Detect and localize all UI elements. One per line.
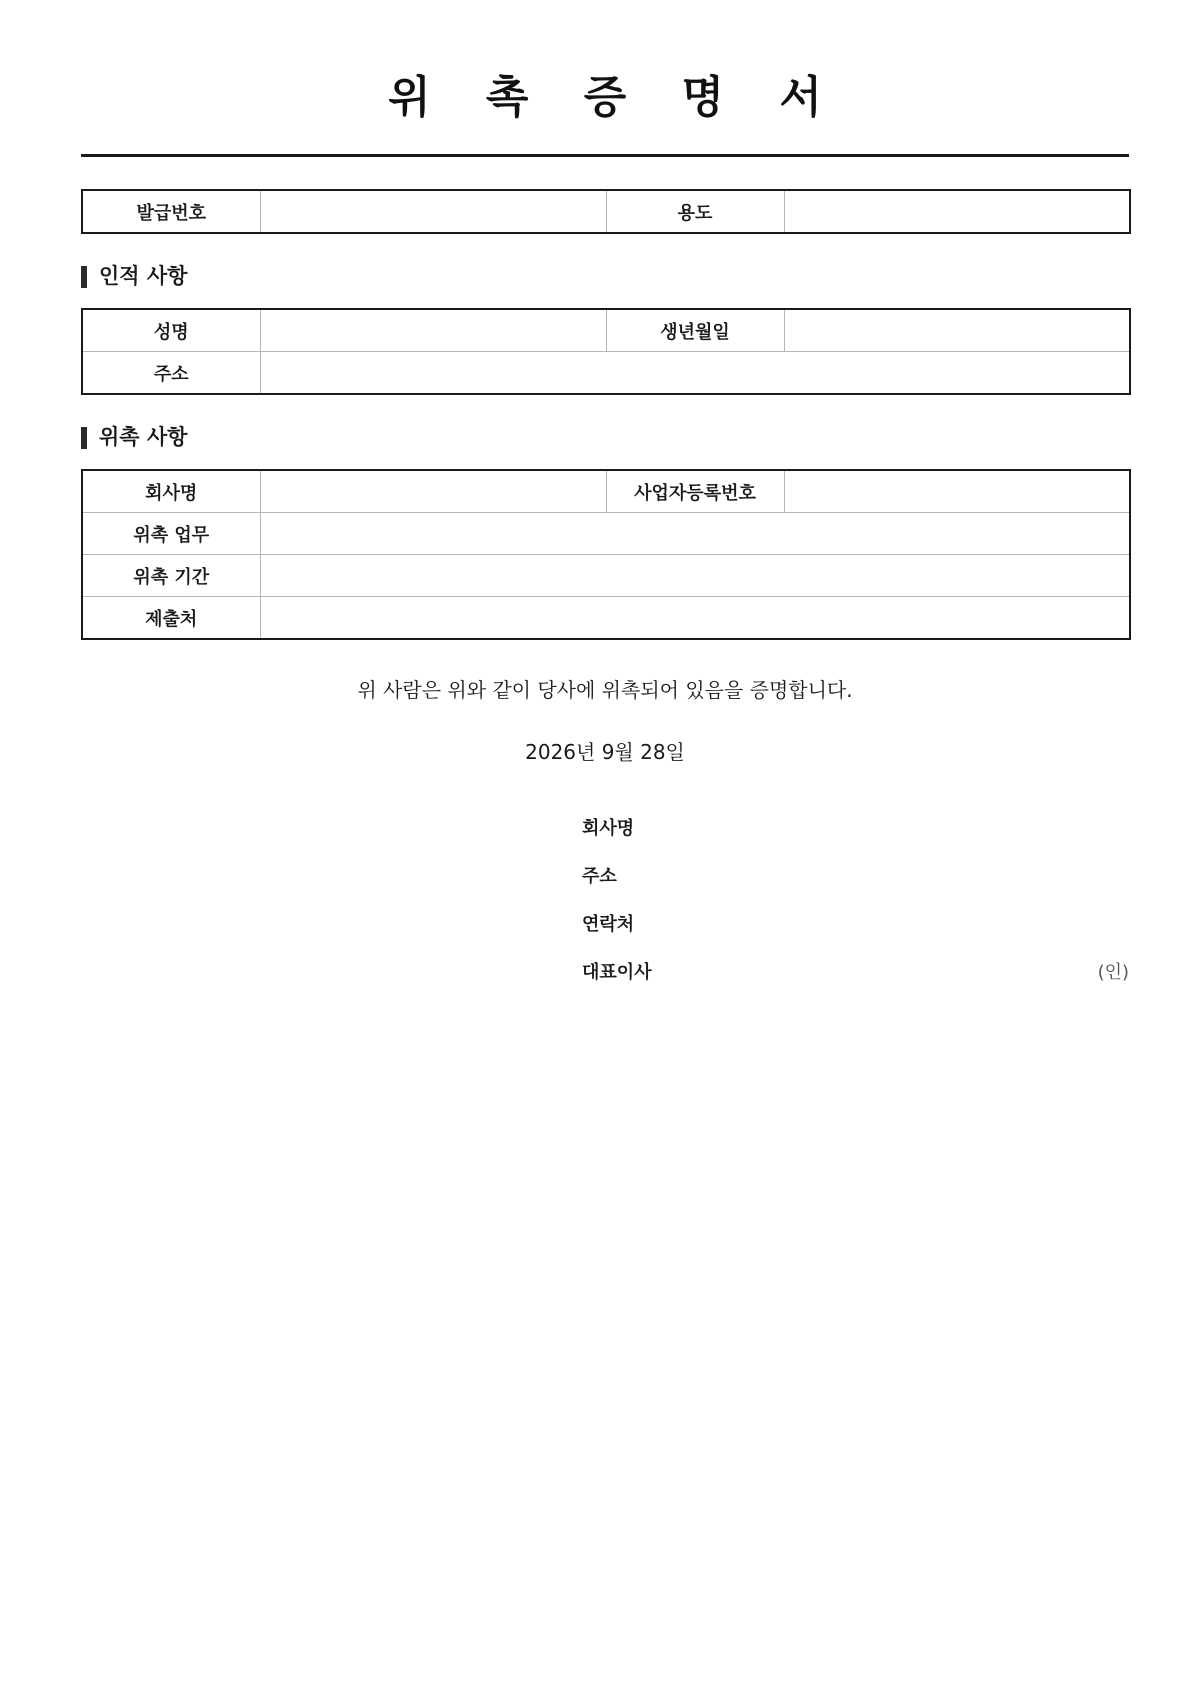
name-birth-row [82,309,1130,352]
issue-number-label: 발급번호 [82,190,260,233]
issuer-address-row [582,864,1129,912]
name-value [260,309,606,352]
purpose-value [784,190,1130,233]
address-value [260,352,1130,395]
issue-date: 2026년 9월 28일 [525,740,685,764]
personal-section-title: 인적 사항 [99,264,188,288]
submit-to-value [260,597,1130,640]
issuer-ceo-row [582,960,1129,1008]
duty-row [82,513,1130,555]
birthdate-label: 생년월일 [606,309,784,352]
issuer-company-row [582,816,1129,864]
issuer-company-label: 회사명 [582,818,635,839]
business-reg-number-value [784,470,1130,513]
issuer-contact-row [582,912,1129,960]
period-row [82,555,1130,597]
issuer-ceo-label: 대표이사 [582,962,652,983]
issuer-block [582,816,1129,1008]
duty-label: 위촉 업무 [82,513,260,555]
birthdate-value [784,309,1130,352]
issuer-contact-label: 연락처 [582,914,635,935]
issue-number-value [260,190,606,233]
period-value [260,555,1130,597]
address-row [82,352,1130,395]
company-row [82,470,1130,513]
certificate-page [81,0,1129,1008]
issue-info-table [81,189,1131,234]
period-label: 위촉 기간 [82,555,260,597]
issuer-address-label: 주소 [582,866,617,887]
commission-info-table [81,469,1131,640]
issue-row [82,190,1130,233]
business-reg-number-label: 사업자등록번호 [606,470,784,513]
certification-statement: 위 사람은 위와 같이 당사에 위촉되어 있음을 증명합니다. [357,678,853,702]
company-name-value [260,470,606,513]
seal-mark: (인) [1097,962,1129,983]
personal-section-heading [81,264,1129,308]
title-divider [81,154,1129,157]
address-label: 주소 [82,352,260,395]
personal-info-table [81,308,1131,395]
company-name-label: 회사명 [82,470,260,513]
submit-to-label: 제출처 [82,597,260,640]
commission-section-title: 위촉 사항 [99,425,188,449]
name-label: 성명 [82,309,260,352]
document-title: 위 촉 증 명 서 [388,72,842,123]
heading-marker [81,427,87,449]
purpose-label: 용도 [606,190,784,233]
commission-section-heading [81,425,1129,469]
submit-to-row [82,597,1130,640]
duty-value [260,513,1130,555]
heading-marker [81,266,87,288]
